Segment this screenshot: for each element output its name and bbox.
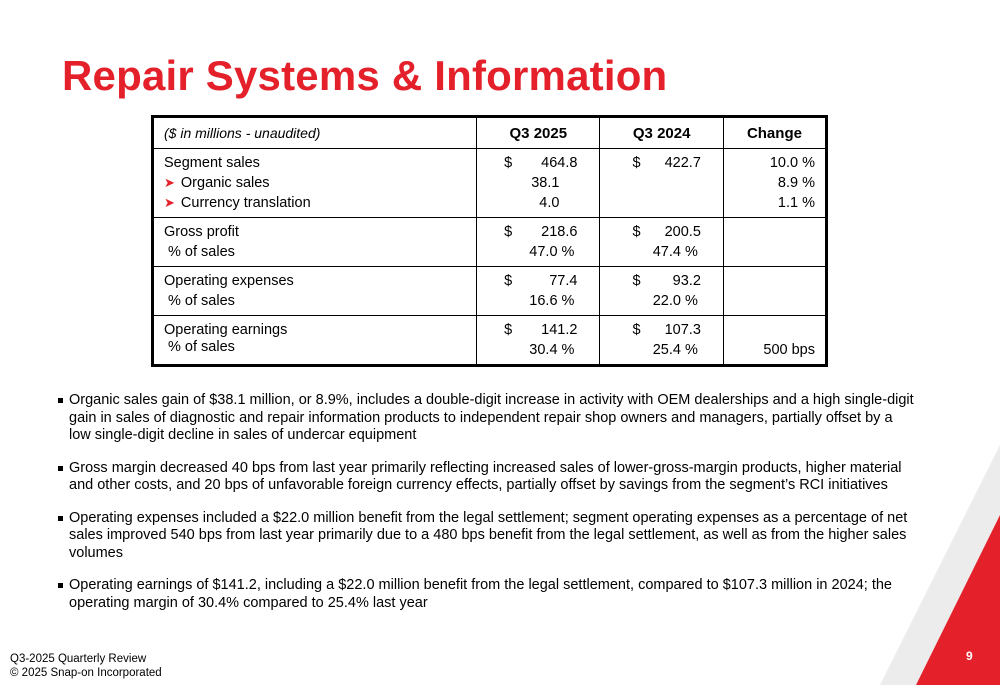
footer [10, 652, 162, 680]
operating-earnings-value: 141.2 [541, 322, 578, 338]
gross-profit-pct-value: 47.0 % [529, 244, 575, 260]
table-header-label: ($ in millions - unaudited) [153, 117, 477, 149]
segment-sales-change-value: 10.0 % [769, 155, 815, 171]
segment-sales-q3-2025 [477, 149, 600, 218]
square-bullet-icon [58, 516, 63, 521]
operating-expenses-pct-label: % of sales [168, 293, 235, 309]
currency-symbol: $ [632, 273, 641, 289]
currency-translation-value: 4.0 [539, 195, 560, 211]
gross-profit-pct-prev-value: 47.4 % [652, 244, 698, 260]
currency-symbol: $ [504, 322, 513, 338]
currency-symbol: $ [504, 155, 513, 171]
bullet-organic-sales [58, 392, 918, 445]
bullet-operating-earnings [58, 577, 918, 612]
gross-profit-label: Gross profit [164, 224, 239, 240]
currency-symbol: $ [632, 155, 641, 171]
organic-sales-label: Organic sales [180, 175, 270, 191]
currency-symbol: $ [632, 224, 641, 240]
segment-sales-value: 464.8 [541, 155, 578, 171]
table-row-operating-earnings [153, 316, 827, 366]
square-bullet-icon [58, 583, 63, 588]
currency-symbol: $ [632, 322, 641, 338]
currency-translation-change-value: 1.1 % [777, 195, 815, 211]
gross-profit-pct-label: % of sales [168, 244, 235, 260]
segment-sales-q3-2024 [600, 149, 723, 218]
table-row-segment-sales [153, 149, 827, 218]
gross-profit-value: 218.6 [541, 224, 578, 240]
operating-earnings-change-value: 500 bps [763, 342, 815, 358]
operating-earnings-prev-value: 107.3 [664, 322, 701, 338]
bullet-text: Operating earnings of $141.2, including a $22.0 million benefit from the legal settlement, compared to $107.3 million in 2024; the operating margin of 30.4% compared to 25.4% last year [69, 577, 892, 611]
square-bullet-icon [58, 466, 63, 471]
currency-symbol: $ [504, 273, 513, 289]
bullet-gross-margin [58, 460, 918, 495]
commentary-bullets [58, 392, 918, 627]
currency-symbol: $ [504, 224, 513, 240]
segment-sales-change [723, 149, 826, 218]
operating-earnings-pct-value: 30.4 % [529, 342, 575, 358]
operating-earnings-label: Operating earnings [164, 322, 288, 338]
operating-expenses-pct-prev-value: 22.0 % [652, 293, 698, 309]
table-row-gross-profit [153, 218, 827, 267]
corner-decoration [820, 445, 1000, 685]
operating-earnings-pct-label: % of sales [168, 339, 235, 355]
table-header-q3-2024: Q3 2024 [600, 117, 723, 149]
operating-expenses-change [723, 267, 826, 316]
operating-earnings-change [723, 316, 826, 366]
bullet-operating-expenses [58, 510, 918, 563]
footer-copyright: © 2025 Snap-on Incorporated [10, 667, 162, 679]
page-title: Repair Systems & Information [62, 52, 668, 99]
square-bullet-icon [58, 398, 63, 403]
bullet-text: Gross margin decreased 40 bps from last year primarily reflecting increased sales of lower-gross-margin products, higher material and other costs, and 20 bps of unfavorable foreign currency effects, partially offset by savings from the segment’s RCI initiatives [69, 459, 902, 493]
table-header-row [153, 117, 827, 149]
gross-profit-change [723, 218, 826, 267]
operating-expenses-label: Operating expenses [164, 273, 294, 289]
currency-translation-label: Currency translation [180, 195, 311, 211]
operating-expenses-value: 77.4 [549, 273, 578, 289]
gross-profit-prev-value: 200.5 [664, 224, 701, 240]
organic-sales-value: 38.1 [531, 175, 560, 191]
page-number: 9 [966, 649, 973, 663]
footer-review-label: Q3-2025 Quarterly Review [10, 653, 147, 665]
arrow-bullet-icon: ➤ [164, 195, 175, 210]
operating-expenses-prev-value: 93.2 [672, 273, 701, 289]
financial-table [151, 115, 828, 367]
segment-sales-labels [153, 149, 477, 218]
bullet-text: Organic sales gain of $38.1 million, or 8.9%, includes a double-digit increase in activity with OEM dealerships and a high single-digit gain in sales of diagnostic and repair information products to independent repair shop owners and managers, partially offset by a low single-digit decline in sales of undercar equipment [69, 392, 914, 443]
table-row-operating-expenses [153, 267, 827, 316]
arrow-bullet-icon: ➤ [164, 175, 175, 190]
bullet-text: Operating expenses included a $22.0 million benefit from the legal settlement; segment operating expenses as a percentage of net sales improved 540 bps from last year primarily due to a 480 bps benefit from the legal settlement, as well as from the higher sales volumes [69, 509, 908, 561]
operating-expenses-pct-value: 16.6 % [529, 293, 575, 309]
organic-sales-change-value: 8.9 % [777, 175, 815, 191]
table-header-change: Change [723, 117, 826, 149]
operating-earnings-pct-prev-value: 25.4 % [652, 342, 698, 358]
table-header-q3-2025: Q3 2025 [477, 117, 600, 149]
segment-sales-prev-value: 422.7 [664, 155, 701, 171]
segment-sales-label: Segment sales [164, 155, 260, 171]
